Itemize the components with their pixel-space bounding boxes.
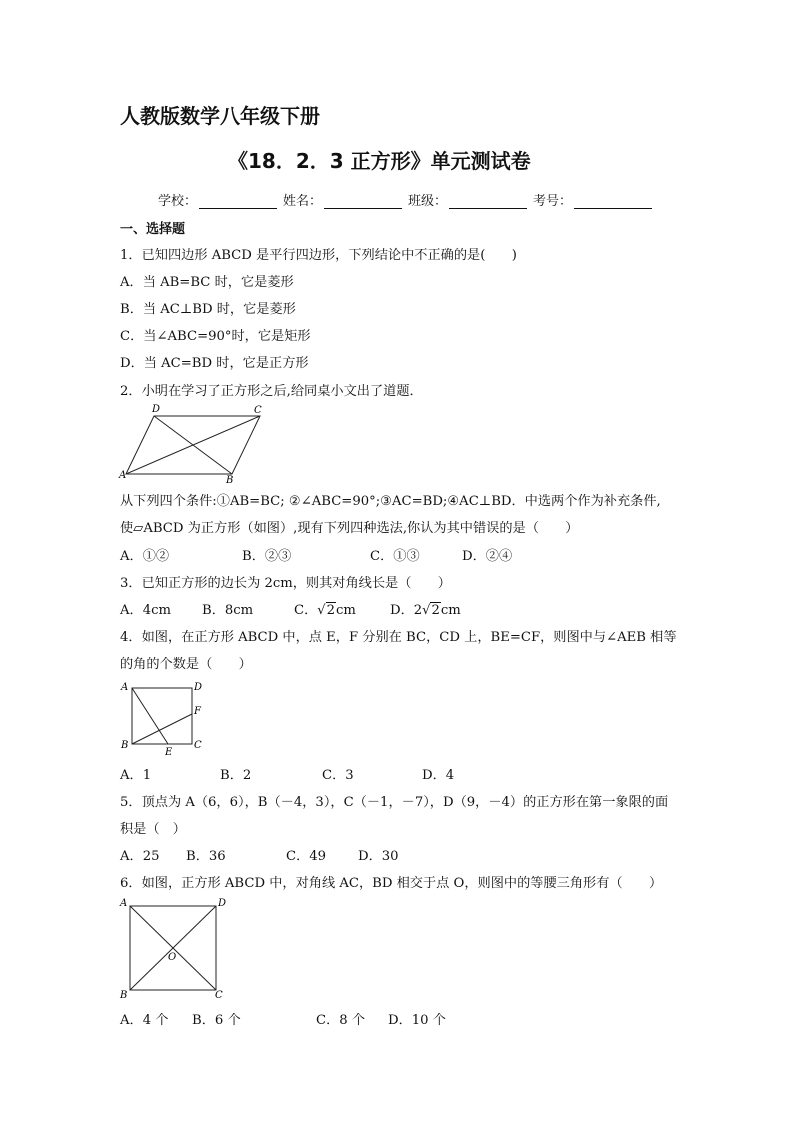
label-a: A [121, 682, 129, 693]
name-blank[interactable] [324, 194, 402, 209]
question-4-stem-line-1: 4．如图，在正方形 ABCD 中，点 E，F 分别在 BC，CD 上，BE=CF，则图中与∠AEB 相等 [120, 630, 677, 645]
question-2-option-b: B．②③ [242, 549, 292, 564]
question-5-option-c: C．49 [286, 849, 327, 864]
question-3-option-c: C．√2cm [294, 603, 356, 618]
question-5-option-b: B．36 [186, 849, 226, 864]
question-6-option-b: B．6 个 [192, 1013, 241, 1028]
question-6-stem: 6．如图，正方形 ABCD 中，对角线 AC，BD 相交于点 O，则图中的等腰三角形有（ ） [120, 876, 663, 891]
question-2-option-d: D．②④ [462, 549, 513, 564]
question-1-stem: 1．已知四边形 ABCD 是平行四边形，下列结论中不正确的是( ) [120, 248, 517, 263]
question-6-option-a: A．4 个 [120, 1013, 169, 1028]
question-6-option-c: C．8 个 [316, 1013, 366, 1028]
question-2-prompt: 使▱ABCD 为正方形（如图）,现有下列四种选法,你认为其中错误的是（ ） [120, 521, 579, 536]
section-heading: 一、选择题 [120, 222, 186, 237]
question-1-option-c: C．当∠ABC=90°时，它是矩形 [120, 329, 311, 344]
student-info-row [158, 190, 658, 209]
label-c: C [254, 405, 262, 416]
question-6-option-d: D．10 个 [388, 1013, 446, 1028]
square-diagonals-figure [118, 896, 230, 1004]
class-blank[interactable] [449, 194, 527, 209]
label-d: D [152, 404, 161, 415]
label-a: A [119, 470, 127, 481]
class-label: 班级： [408, 194, 448, 209]
label-e: E [165, 747, 173, 758]
question-3-option-b: B．8cm [202, 603, 254, 618]
document-subtitle: 《18．2．3 正方形》单元测试卷 [228, 149, 531, 173]
question-1-option-d: D．当 AC=BD 时，它是正方形 [120, 356, 309, 371]
label-d: D [218, 898, 227, 909]
school-blank[interactable] [199, 194, 277, 209]
question-2-stem: 2．小明在学习了正方形之后,给同桌小文出了道题． [120, 384, 423, 399]
diagonal-bd [154, 416, 232, 474]
question-4-option-c: C．3 [322, 768, 354, 783]
square-with-points-figure [118, 678, 214, 758]
question-2-option-a: A．①② [120, 549, 170, 564]
question-2-option-c: C．①③ [370, 549, 420, 564]
segment-ae [132, 688, 168, 744]
question-4-option-b: B．2 [220, 768, 252, 783]
question-1-option-b: B．当 AC⊥BD 时，它是菱形 [120, 302, 296, 317]
exam-number-blank[interactable] [574, 194, 652, 209]
question-3-options [120, 599, 461, 618]
question-3-stem: 3．已知正方形的边长为 2cm，则其对角线长是（ ） [120, 576, 451, 591]
label-d: D [194, 682, 203, 693]
question-1-option-a: A．当 AB=BC 时，它是菱形 [120, 275, 294, 290]
label-f: F [194, 706, 201, 717]
label-b: B [226, 475, 234, 484]
question-3-option-a: A．4cm [120, 603, 171, 618]
label-c: C [194, 740, 202, 751]
segment-bf [132, 714, 192, 744]
square-outline [132, 688, 192, 744]
question-5-options [120, 845, 399, 864]
exam-number-label: 考号： [533, 194, 573, 209]
question-4-stem-line-2: 的角的个数是（ ） [120, 657, 252, 672]
parallelogram-figure [118, 402, 268, 484]
label-c: C [215, 990, 223, 1001]
question-5-option-a: A．25 [120, 849, 160, 864]
question-4-options [120, 764, 454, 783]
question-2-conditions: 从下列四个条件:①AB=BC; ②∠ABC=90°;③AC=BD;④AC⊥BD．中选两个作为补充条件, [120, 494, 661, 509]
question-6-options [120, 1009, 446, 1028]
sqrt-expression: √2 [422, 603, 440, 618]
label-b: B [120, 990, 128, 1001]
school-label: 学校： [158, 194, 198, 209]
question-5-stem-line-2: 积是（ ） [120, 822, 186, 837]
question-5-stem-line-1: 5．顶点为 A（6，6），B（－4，3），C（－1，－7），D（9，－4）的正方形在第一象限的面 [120, 795, 669, 810]
name-label: 姓名： [283, 194, 323, 209]
question-5-option-d: D．30 [358, 849, 399, 864]
sqrt-expression: √2 [317, 603, 335, 618]
document-title: 人教版数学八年级下册 [120, 104, 320, 128]
label-o: O [168, 952, 177, 963]
question-3-option-d: D．2√2cm [390, 603, 461, 618]
label-b: B [121, 740, 129, 751]
question-2-options [120, 545, 512, 564]
question-4-option-a: A．1 [120, 768, 152, 783]
label-a: A [120, 898, 128, 909]
question-4-option-d: D．4 [422, 768, 455, 783]
